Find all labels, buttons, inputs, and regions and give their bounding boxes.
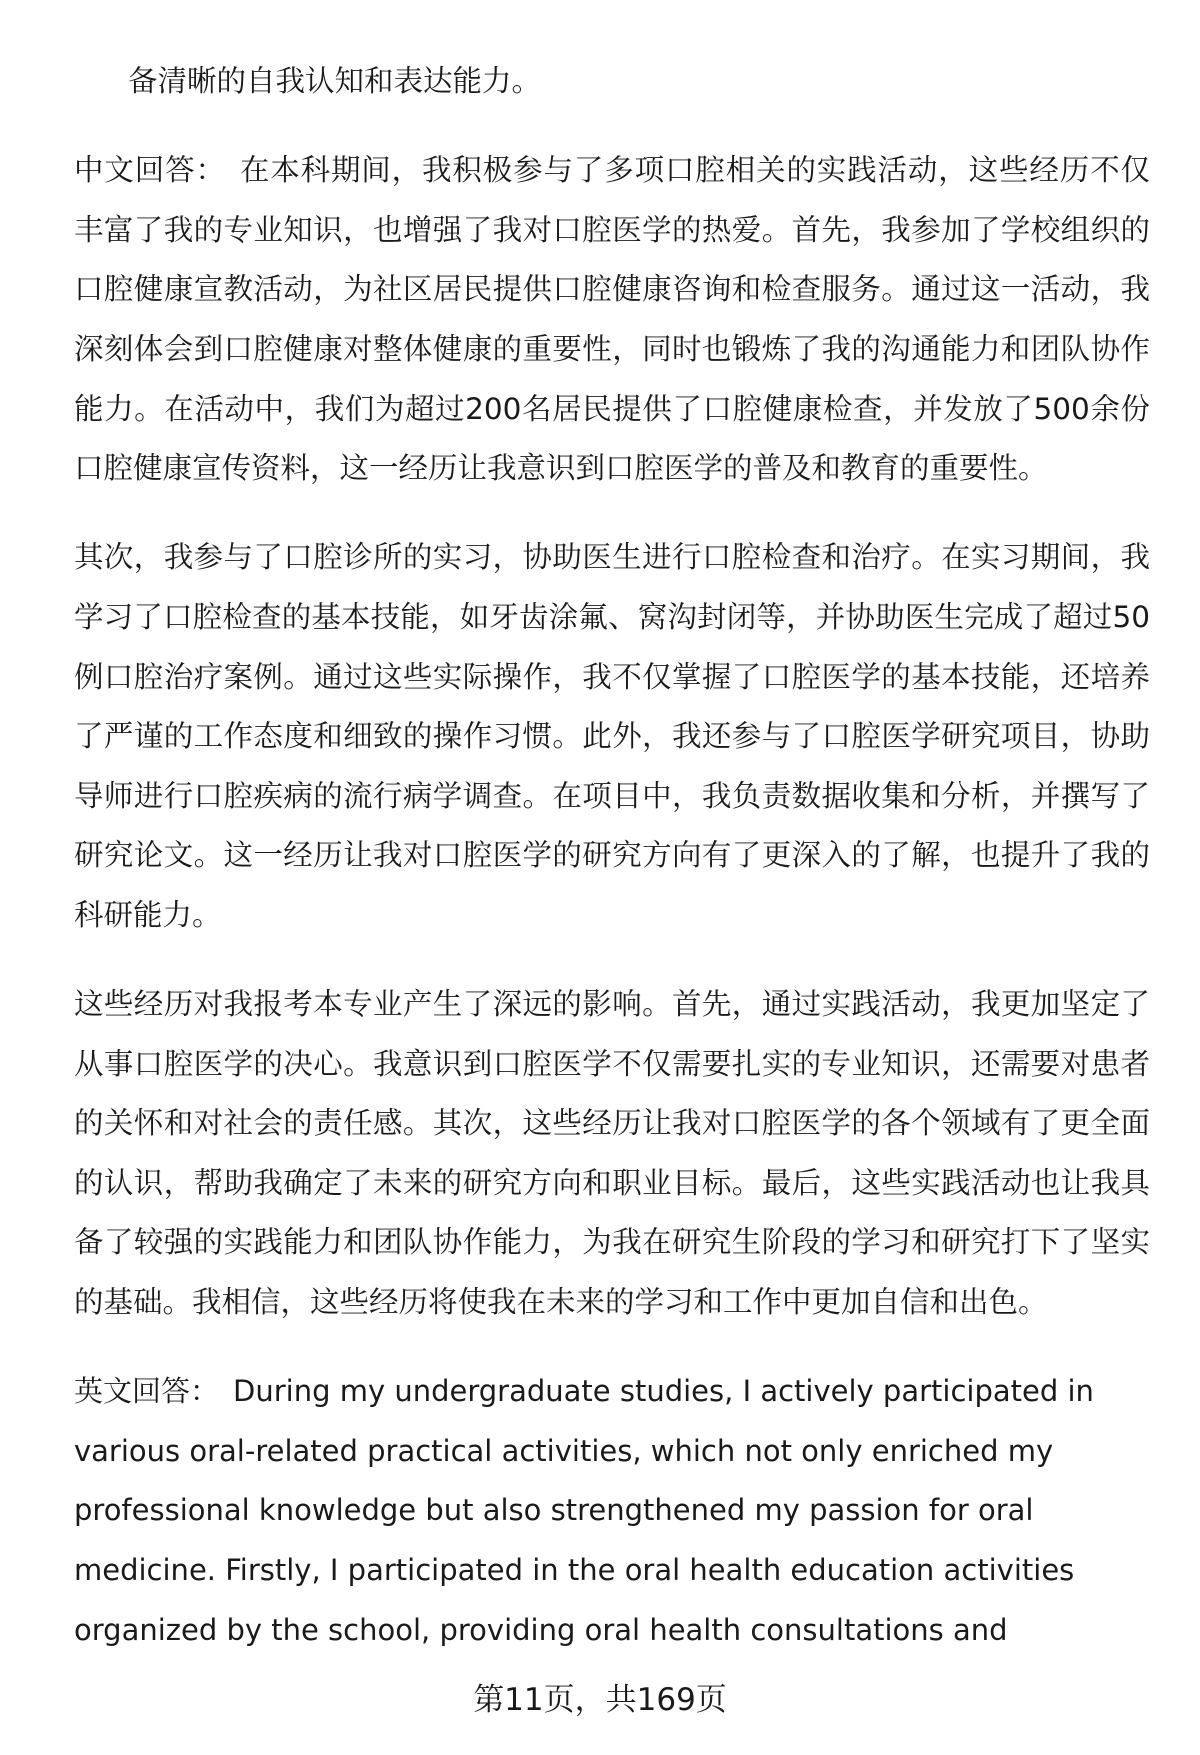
page-footer: 第11页，共169页 [473,1682,727,1718]
zh-answer-paragraph-1 [74,141,1150,499]
paragraph-gap [74,499,1150,529]
en-answer-paragraph [74,1362,1150,1660]
zh-answer-text-1: 在本科期间，我积极参与了多项口腔相关的实践活动，这些经历不仅丰富了我的专业知识，也增强了我对口腔医学的热爱。首先，我参加了学校组织的口腔健康宣教活动，为社区居民提供口腔健康咨询和检查服务。通过这一活动，我深刻体会到口腔健康对整体健康的重要性，同时也锻炼了我的沟通能力和团队协作能力。在活动中，我们为超过200名居民提供了口腔健康检查，并发放了500余份口腔健康宣传资料，这一经历让我意识到口腔医学的普及和教育的重要性。 [74,153,1150,486]
zh-answer-label: 中文回答： [74,153,226,188]
paragraph-gap [74,112,1150,142]
continuation-text: 备清晰的自我认知和表达能力。 [128,64,542,98]
paragraph-gap [74,1333,1150,1363]
zh-answer-text-2: 其次，我参与了口腔诊所的实习，协助医生进行口腔检查和治疗。在实习期间，我学习了口腔检查的基本技能，如牙齿涂氟、窝沟封闭等，并协助医生完成了超过50例口腔治疗案例。通过这些实际操作，我不仅掌握了口腔医学的基本技能，还培养了严谨的工作态度和细致的操作习惯。此外，我还参与了口腔医学研究项目，协助导师进行口腔疾病的流行病学调查。在项目中，我负责数据收集和分析，并撰写了研究论文。这一经历让我对口腔医学的研究方向有了更深入的了解，也提升了我的科研能力。 [74,540,1150,932]
zh-answer-paragraph-2 [74,528,1150,945]
continuation-paragraph [74,52,1150,112]
en-answer-text: During my undergraduate studies, I actively participated in various oral-related practical activities, which not only enriched my professional knowledge but also strengthened my passion for oral medicine. Firstly, I participated in the oral health education activities organized by the school, providing oral health consultations and [74,1374,1094,1647]
zh-answer-paragraph-3 [74,975,1150,1333]
paragraph-gap [74,946,1150,976]
zh-answer-text-3: 这些经历对我报考本专业产生了深远的影响。首先，通过实践活动，我更加坚定了从事口腔医学的决心。我意识到口腔医学不仅需要扎实的专业知识，还需要对患者的关怀和对社会的责任感。其次，这些经历让我对口腔医学的各个领域有了更全面的认识，帮助我确定了未来的研究方向和职业目标。最后，这些实践活动也让我具备了较强的实践能力和团队协作能力，为我在研究生阶段的学习和研究打下了坚实的基础。我相信，这些经历将使我在未来的学习和工作中更加自信和出色。 [74,987,1150,1320]
en-answer-label: 英文回答： [74,1374,220,1409]
